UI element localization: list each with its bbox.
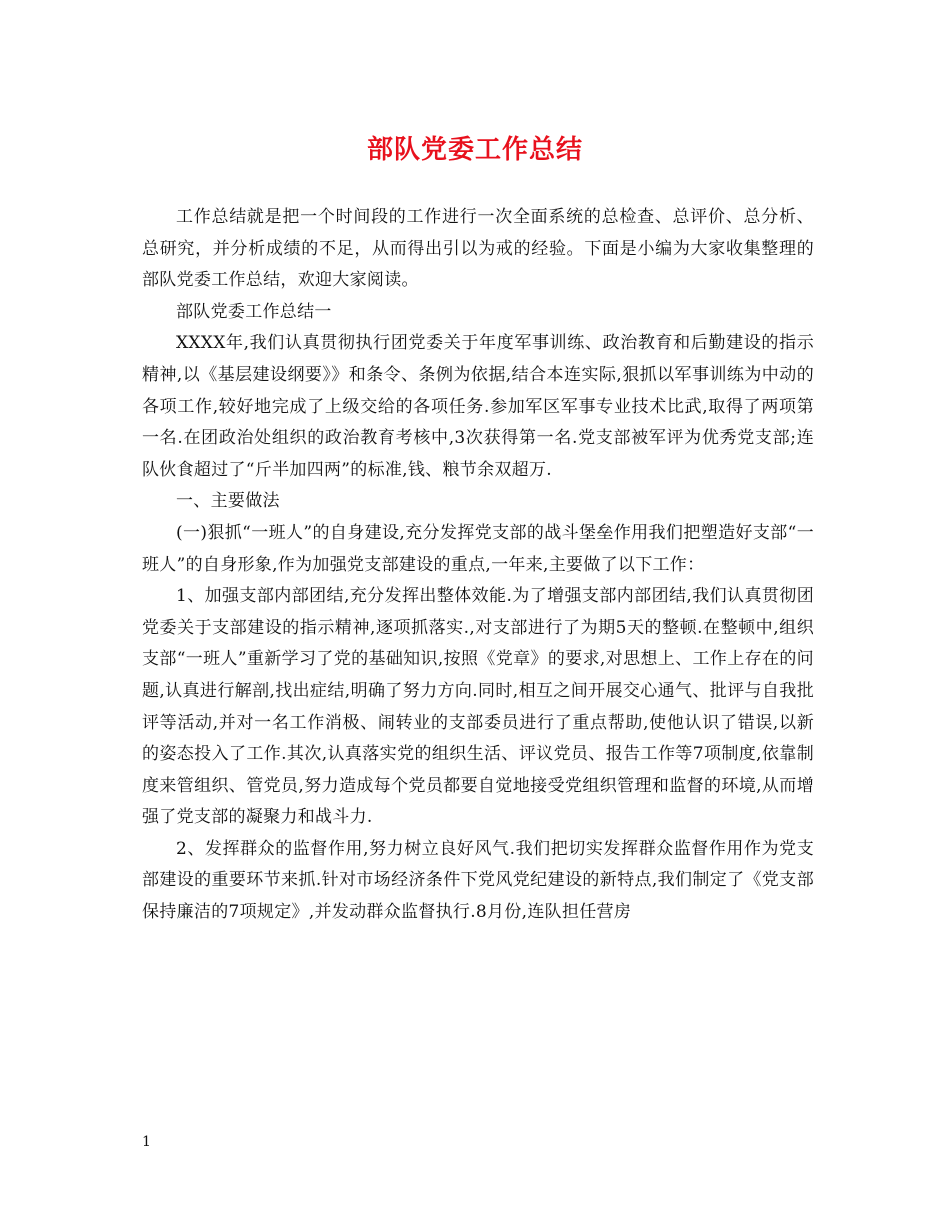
- paragraph-item-one: 1、加强支部内部团结,充分发挥出整体效能.为了增强支部内部团结,我们认真贯彻团党委关于支部建设的指示精神,逐项抓落实.,对支部进行了为期5天的整顿.在整顿中,组织支部“一班人”重新学习了党的基础知识,按照《党章》的要求,对思想上、工作上存在的问题,认真进行解剖,找出症结,明确了努力方向.同时,相互之间开展交心通气、批评与自我批评等活动,并对一名工作消极、闹转业的支部委员进行了重点帮助,使他认识了错误,以新的姿态投入了工作.其次,认真落实党的组织生活、评议党员、报告工作等7项制度,依靠制度来管组织、管党员,努力造成每个党员都要自觉地接受党组织管理和监督的环境,从而增强了党支部的凝聚力和战斗力.: [142, 586, 814, 828]
- paragraph-main-methods-heading: 一、主要做法: [176, 491, 280, 512]
- paragraph-item-two: 2、发挥群众的监督作用,努力树立良好风气.我们把切实发挥群众监督作用作为党支部建设的重要环节来抓.针对市场经济条件下党风党纪建设的新特点,我们制定了《党支部保持廉洁的7项规定》,并发动群众监督执行.8月份,连队担任营房: [142, 838, 814, 923]
- paragraph-overview: XXXX年,我们认真贯彻执行团党委关于年度军事训练、政治教育和后勤建设的指示精神,以《基层建设纲要》》和条令、条例为依据,结合本连实际,狠抓以军事训练为中动的各项工作,较好地完成了上级交给的各项任务.参加军区军事专业技术比武,取得了两项第一名.在团政治处组织的政治教育考核中,3次获得第一名.党支部被军评为优秀党支部;连队伙食超过了“斤半加四两”的标准,钱、粮节余双超万.: [142, 333, 814, 480]
- paragraph-section-heading: 部队党委工作总结一: [176, 301, 332, 322]
- page-number: 1: [142, 1134, 151, 1150]
- paragraph-subsection-one: (一)狠抓“一班人”的自身建设,充分发挥党支部的战斗堡垒作用我们把塑造好支部“一班人”的自身形象,作为加强党支部建设的重点,一年来,主要做了以下工作：: [142, 522, 814, 575]
- document-title: 部队党委工作总结: [366, 135, 583, 165]
- document-body: [142, 202, 814, 929]
- paragraph-intro: 工作总结就是把一个时间段的工作进行一次全面系统的总检查、总评价、总分析、总研究，并分析成绩的不足，从而得出引以为戒的经验。下面是小编为大家收集整理的部队党委工作总结，欢迎大家阅读。: [142, 207, 814, 291]
